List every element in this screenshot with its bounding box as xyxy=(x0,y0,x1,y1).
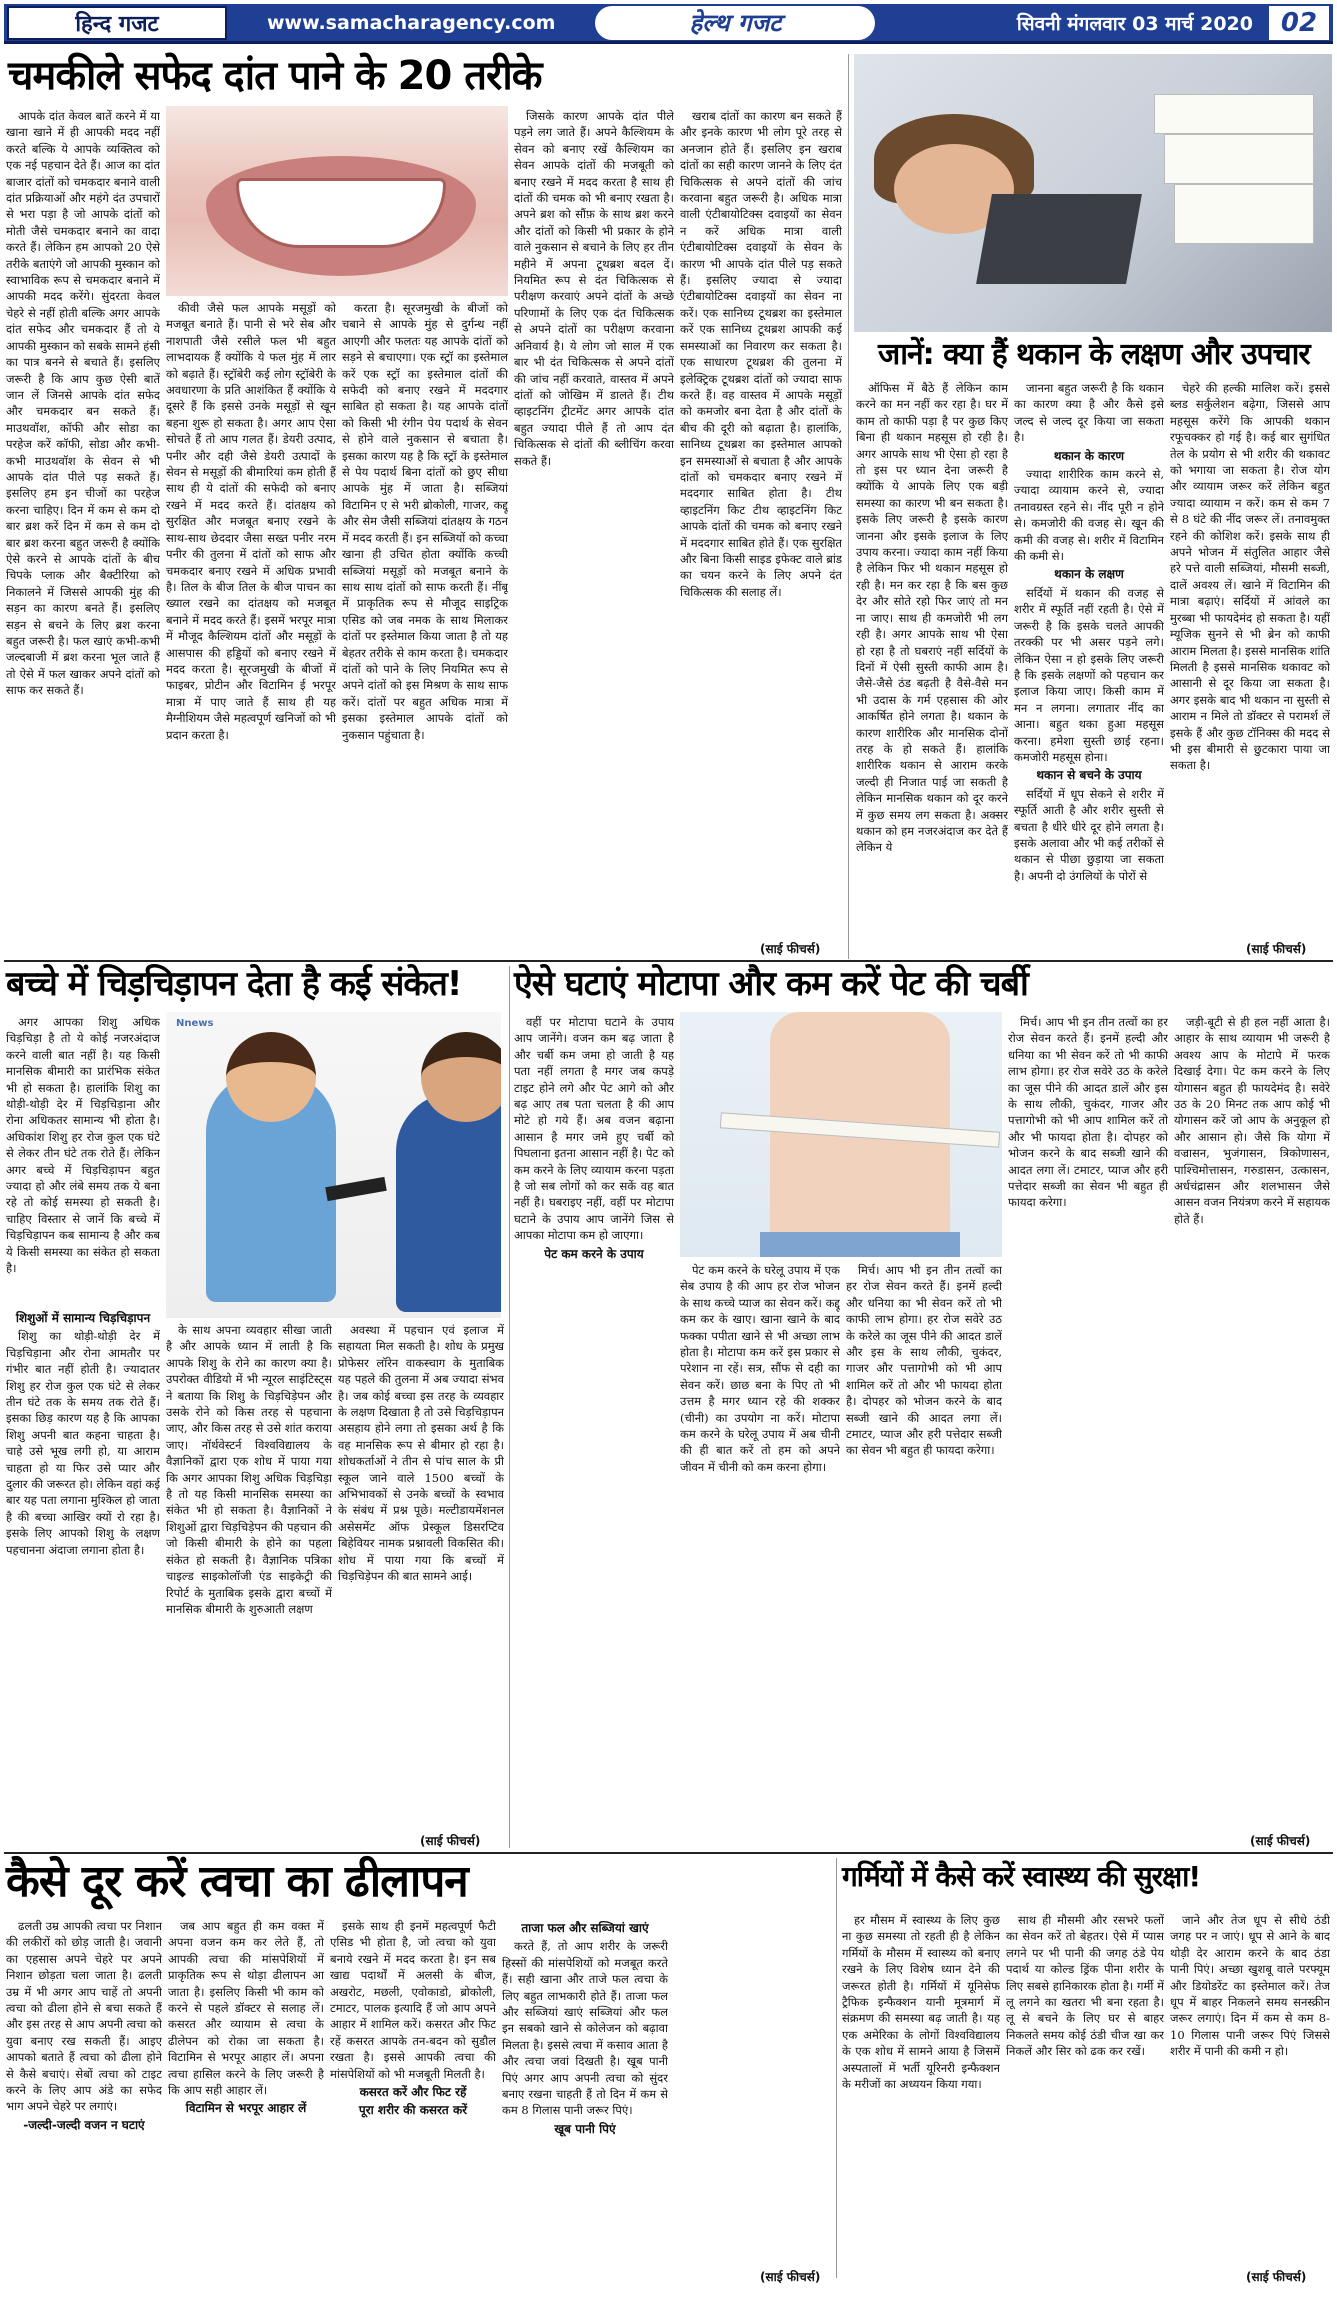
kids-subhead: शिशुओं में सामान्य चिड़चिड़ापन xyxy=(15,1311,151,1325)
obesity-column-2: पेट कम करने के घरेलू उपाय में एक सेब उपाय है की आप हर रोज भोजन के साथ कच्चे प्याज का सेवन करें। कद्दू कम कर के खाए। खाना खाने के बाद फक्का पपीता खाने से भी अच्छा लाभ होता है। मोटापा कम करें इस प्रकार से परेशान ना रहें। सत्र, सौंफ से दही का सेवन करें। छाछ बना के पिए तो भी उत्तम है मगर ध्यान रहे की शक्कर (चीनी) का उपयोग ना करें। मोटापा कम करने के घरेलू उपाय में अब चीनी की ही बात करें तो हम को अपने जीवन में चीनी को कम करना होगा। xyxy=(680,1263,840,1474)
teeth-column-3: करता है। सूरजमुखी के बीजों को चबाने से आपके मुंह से दुर्गन्ध नहीं आएगी और फलतः यह आपके दांतों को सड़ने से बचाएगा। एक स्ट्रॉ का इस्तेमाल करें एक स्ट्रॉ का इस्तेमाल दांतों की सफेदी को बनाए रखने में मददगार साबित हो सकता है। यह आपके दांतों को किसी भी रंगीन पेय पदार्थ के सेवन से होने वाले नुकसान से बचाता है। इसका कारण यह है कि स्ट्रॉ के इस्तेमाल से पेय पदार्थ बिना दांतों को छुए सीधा आपके मुंह में जाता है। सब्जियां विटामिन ए से भरी ब्रोकोली, गाजर, कद्दू और सेम जैसी सब्जियां दांतक्षय के गठन में मदद करती हैं। इन सब्जियों को कच्चा खाना ही उचित होता क्योंकि कच्ची सब्जियां मसूड़ों को मजबूत बनाने के साथ साथ दांतों को साफ करती हैं। नींबू में प्राकृतिक रूप से मौजूद साइट्रिक एसिड को जब नमक के साथ मिलाकर दांतों पर इस्तेमाल किया जाता है तो यह बेहतर तरीके से काम करता है। चमकदार दांतों को पाने के लिए नियमित रूप से अपने दांतों को इस मिश्रण के साथ साफ करें। दांतों पर बहुत अधिक मात्रा में इसका इस्तेमाल आपके दांतों को नुकसान पहुंचाता है। xyxy=(342,301,508,742)
smile-shape xyxy=(236,178,446,248)
section-title: हेल्थ गजट xyxy=(595,6,875,40)
skin-column-2: जब आप बहुत ही कम वक्त में अपना वजन कम कर लेते हैं, तो आपकी त्वचा की मांसपेशियों में प्राकृतिक रूप से थोड़ा ढीलापन आ जाता है। इसलिए किसी भी काम को करने से पहले डॉक्टर से सलाह लें। कसरत और व्यायाम से त्वचा के ढीलेपन को रोका जा सकता है। विटामिन से भरपूर आहार लें। अपना त्वचा हासिल करने के लिए जरूरी है कि आप सही आहार लें। विटामिन से भरपूर आहार लें xyxy=(168,1919,324,2116)
summer-column-2: साथ ही मौसमी और रसभरे फलों का सेवन करें तो बेहतर। ऐसे में प्यास लगने पर भी पानी की जगह ठंडे पेय पदार्थ या कोल्ड ड्रिंक पीना शरीर के लिए सबसे हानिकारक होता है। गर्मी में लू लगने का खतरा भी बना रहता है। लू से बचने के लिए घर से बाहर निकलते समय कोई ठंडी चीज खा कर निकलें और सिर को ढक कर रखें। xyxy=(1006,1913,1164,2059)
paper-stack xyxy=(1164,134,1314,184)
fatigue-column-2: जानना बहुत जरूरी है कि थकान का कारण क्या है और कैसे इसे जल्द से जल्द दूर किया जा सकता है। थकान के कारण ज्यादा शारीरिक काम करने से, ज्यादा व्यायाम करने से, ज्यादा तनावग्रस्त रहने से। नींद पूरी न होने से। कमजोरी की वजह से। खून की कमी की वजह से। शरीर में विटामिन की कमी से। थकान के लक्षण सर्दियों में थकान की वजह से शरीर में स्फूर्ति नहीं रहती है। ऐसे में जरूरी है कि इसके चलते आपकी तरक्की पर भी असर पड़ने लगे। लेकिन ऐसा न हो इसके लिए जरूरी है कि इसके लक्षणों को पहचान कर इलाज किया जाए। किसी काम में मन न लगना। लगातार नींद का आना। बहुत थका हुआ महसूस करना। हमेशा सुस्ती छाई रहना। कमजोरी महसूस होना। थकान से बचने के उपाय सर्दियों में धूप सेकने से शरीर में स्फूर्ति आती है और शरीर सुस्ती से बचता है धीरे धीरे दूर होने लगता है। इसके अलावा और भी कई तरीकों से थकान से पीछा छुड़ाया जा सकता है। अपनी दो उंगलियों के पोरों से xyxy=(1014,381,1164,883)
newspaper-logo: हिन्द गजट xyxy=(7,6,227,40)
teeth-headline: चमकीले सफेद दांत पाने के 20 तरीके xyxy=(8,53,542,99)
summer-credit: (साई फीचर्स) xyxy=(1246,2270,1307,2284)
obesity-column-3: मिर्च। आप भी इन तीन तत्वों का हर रोज सेवन करते हैं। इनमें हल्दी और धनिया का भी सेवन करें तो भी काफी लाभ होगा। हर रोज सवेरे उठ के करेले का जूस पीने की आदत डालें और इस के साथ लौकी, चुकंदर, गाजर और पत्तागोभी को भी आप शामिल करें तो और भी फायदा होता है। दोपहर को भोजन करने के बाद सब्जी खाने की आदत लगा लें। टमाटर, प्याज और हरी पत्तेदार सब्जी का सेवन भी बहुत ही फायदा करेगा। xyxy=(846,1263,1002,1458)
kids-column-2: के साथ अपना व्यवहार सीखा जाती है और आपके ध्यान में लाती है कि आपके शिशु के रोने का कारण क्या है। उपरोक्त वीडियो में भी न्यूरल साइंटिस्ट्स ने बताया कि शिशु के चिड़चिड़ेपन और उसके रोने को किस तरह से पहचाना जाए, और किस तरह से उसे शांत कराया जाए। नॉर्थवेस्टर्न विश्वविद्यालय के वैज्ञानिकों द्वारा एक शोध में पाया गया कि अगर आपका शिशु अधिक चिड़चिड़ा है तो यह किसी मानसिक समस्या का संकेत भी हो सकता है। वैज्ञानिकों ने शिशुओं द्वारा चिड़चिड़ेपन की पहचान की जो किसी बीमारी के होने का पहला संकेत हो सकती है। वैज्ञानिक पत्रिका चाइल्ड साइकोलॉजी एंड साइकेट्री की रिपोर्ट के मुताबिक इसके द्वारा बच्चों में मानसिक बीमारी के शुरुआती लक्षण xyxy=(166,1323,332,1616)
paper-stack xyxy=(1174,184,1314,244)
waist-photo xyxy=(680,1012,1002,1257)
photo-tag: Nnews xyxy=(176,1018,214,1029)
kids-column-1b: शिशुओं में सामान्य चिड़चिड़ापन शिशु का थोड़ी-थोड़ी देर में चिड़चिड़ाना और रोना आमतौर पर गंभीर बात नहीं होती है। ज्यादातर शिशु हर रोज कुल एक घंटे से लेकर तीन घंटे तक के समय तक रोते हैं। इसका छिड़ कारण यह है कि आपका शिशु अपनी बात कहना चाहता है। चाहे उसे भूख लगी हो, या आराम चाहता हो या फिर उसे प्यार और दुलार की जरूरत हो। लेकिन वहां कई बार यह पता लगाना मुश्किल हो जाता है की बच्चा आखिर क्यों रो रहा है। इसके लिए आपको शिशु के लक्षण पहचानना अंदाजा लगाना होता है। xyxy=(6,1311,160,1557)
column-divider xyxy=(509,966,510,1848)
fatigue-column-1: ऑफिस में बैठे हैं लेकिन काम करने का मन नहीं कर रहा है। घर में काम तो काफी पड़ा है पर कुछ किए बिना ही थकान महसूस हो रही है। अगर आपके साथ भी ऐसा हो रहा है तो इस पर ध्यान देना जरूरी है क्योंकि ये आपके लिए एक बड़ी समस्या का कारण भी बन सकता है। इसके लिए जरूरी है इसके कारण जानना और इसके इलाज के लिए उपाय करना। ज्यादा काम नहीं किया है लेकिन फिर भी थकान महसूस हो रही है। मन कर रहा है कि बस कुछ देर और सोते रहो फिर जाएं तो मन ना जाए। साथ ही कमजोरी भी लग रही है। अगर आपके साथ भी ऐसा हो रहा है तो घबराएं नहीं सर्दियों के दिनों में ऐसी सुस्ती काफी आम है। जैसे-जैसे ठंड बढ़ती है वैसे-वैसे मन भी उदास के गर्म एहसास की ओर आकर्षित होने लगता है। थकान के कारण शारीरिक और मानसिक दोनों तरह के हो सकते हैं। हालांकि शारीरिक थकान से आराम करके जल्दी ही निजात पाई जा सकती है लेकिन मानसिक थकान को दूर करने में कुछ समय लग सकता है। अक्सर थकान को हम नजरअंदाज कर देते हैं लेकिन ये xyxy=(856,381,1008,855)
teeth-column-1: आपके दांत केवल बातें करने में या खाना खाने में ही आपकी मदद नहीं करते बल्कि ये आपके व्यक्तित्व को एक नई पहचान देते हैं। आज का दांत बाजार दांतों को चमकदार बनाने वाली दांत प्रक्रियाओं और महंगे दंत उपचारों से भरा पड़ा है जो आपके दांतों को मोती जैसे चमकदार बनाने का वादा करते हैं। लेकिन हम आपको 20 ऐसे तरीके बताएंगे जो आपकी मुस्कान को स्वाभाविक रूप से चमकदार बनाने में आपकी मदद करेंगे। सुंदरता केवल चेहरे से नहीं होती बल्कि अगर आपके दांत सफेद और चमकदार हैं तो ये आपकी मुस्कान को सबके सामने हंसी का पात्र बनने से बचाते हैं। इसलिए जरूरी है कि आप कुछ ऐसी बातें जान लें जिनसे आपके दांत सफेद और चमकदार बन सकते हैं। माउथवॉश, कॉफी और सोडा का परहेज करें कॉफी, सोडा और कभी-कभी माउथवॉश के सेवन से भी आपके दांत पीले पड़ सकते हैं। इसलिए हम इन चीजों का परहेज करना चाहिए। दिन में कम से कम दो बार ब्रश करें दिन में कम से कम दो बार ब्रश करना बहुत जरूरी है क्योंकि ऐसे करने से आपके दांतों के बीच चिपके प्लाक और बैक्टीरिया को निकालने में जिससे आपकी मुंह की सड़न का कारण बनते हैं। इसलिए सड़न से बचने के लिए ब्रश करना बहुत जरूरी है। फल खाएं कभी-कभी जल्दबाजी में ब्रश करना भूल जाते हैं तो ऐसे में फल खाकर अपने दांतों को साफ कर सकते हैं। xyxy=(6,109,160,698)
skin-column-4: ताजा फल और सब्जियां खाएं करते हैं, तो आप शरीर के जरूरी हिस्सों की मांसपेशियों को मजबूत करते हैं। सही खाना और ताजे फल त्वचा के लिए बहुत लाभकारी होते हैं। ताजा फल और सब्जियां खाएं सब्जियां और फल इन सबको खाने से कोलेजन को बढ़ावा मिलता है। इससे त्वचा में कसाव आता है और त्वचा जवां दिखती है। खूब पानी पिएं अगर आप अपनी त्वचा को सुंदर बनाए रखना चाहती हैं तो दिन में कम से कम 8 गिलास पानी जरूर पिएं। खूब पानी पिएं xyxy=(502,1921,668,2136)
fatigue-photo xyxy=(854,54,1332,332)
column-divider xyxy=(848,54,849,959)
section-rule xyxy=(4,1852,1333,1854)
skin-subhead-5: ताजा फल और सब्जियां खाएं xyxy=(521,1921,649,1935)
skin-subhead-3: कसरत करें और फिट रहें xyxy=(359,2085,467,2100)
teeth-column-2: कीवी जैसे फल आपके मसूड़ों को मजबूत बनाते हैं। पानी से भरे सेब और नाशपाती जैसे रसीले फल भी बहुत लाभदायक हैं क्योंकि ये फल मुंह में लार को बढ़ाते हैं। स्ट्रॉबेरी कई लोग स्ट्रॉबेरी के अवधारणा के प्रति आशंकित हैं क्योंकि ये दूसरे हैं कि इससे उनके मसूड़ों से खून बहना शुरू हो सकता है। अगर आप ऐसा सोचते हैं तो आप गलत हैं। डेयरी उत्पाद, पनीर और दही जैसे डेयरी उत्पादों के सेवन से मसूड़ों की बीमारियां कम होती हैं साथ ही ये दांतों की सफेदी को बनाए रखने में मदद करते हैं। दांतक्षय को सुरक्षित और मजबूत बनाए रखने के साथ-साथ छेददार जैसा सख्त पनीर नरम पनीर की तुलना में दांतों को साफ और चमकदार बनाए रखने में अधिक प्रभावी है। तिल के बीज तिल के बीज पाचन का ख्याल रखने का दांतक्षय को मजबूत बनाने में मदद करते हैं। इसमें भरपूर मात्रा में मौजूद कैल्शियम दांतों और मसूड़ों के आसपास की हड्डियों को बनाए रखने में मदद करता है। सूरजमुखी के बीजों में फाइबर, प्रोटीन और विटामिन ई भरपूर मात्रा में पाए जाते हैं साथ ही यह मैग्नीशियम जैसे महत्वपूर्ण खनिजों को भी प्रदान करता है। xyxy=(166,301,336,742)
teeth-photo xyxy=(166,106,508,296)
kids-column-3: अवस्था में पहचान एवं इलाज में सहायता मिल सकती है। शोध के प्रमुख प्रोफेसर लॉरेन वाकस्चाग के मुताबिक यह पहले की तुलना में अब ज्यादा संभव है। जब कोई बच्चा इस तरह के व्यवहार के लक्षण दिखाता है तो उसे चिड़चिड़ापन असहाय होने लगा तो इसका अर्थ है कि वह मानसिक रूप से बीमार हो रहा है। शोधकर्ताओं ने तीन से पांच साल के प्री स्कूल जाने वाले 1500 बच्चों के अभिभावकों से उनके बच्चों के स्वभाव के संबंध में प्रश्न पूछे। मल्टीडायमेंशनल असेसमेंट ऑफ प्रेस्कूल डिसरप्टिव बिहेवियर नामक प्रश्नावली विकसित की। शोध में पाया गया कि बच्चों में चिड़चिड़ेपन की बात सामने आई। xyxy=(338,1323,504,1584)
website-url[interactable]: www.samacharagency.com xyxy=(267,11,556,34)
skin-subhead-2: विटामिन से भरपूर आहार लें xyxy=(185,2101,307,2116)
girl-head xyxy=(226,1032,316,1122)
obesity-column-5: जड़ी-बूटी से ही हल नहीं आता है। आहार के साथ व्यायाम भी जरूरी है अवश्य आप के मोटापे में फरक दिखाई देगा। पेट कम करने के लिए योगासन बहुत ही फायदेमंद है। सवेरे उठ के 20 मिनट तक आप कोई भी योगासन करें जो आप के अनुकूल हो और आसान हो। जैसे कि योगा में वज्रासन, भुजंगासन, त्रिकोणासन, पाश्चिमोत्तासन, गरुडासन, उत्कासन, अर्धचंद्रासन और शलभासन जैसे आसन वजन नियंत्रण करने में सहायक होते हैं। xyxy=(1174,1015,1330,1226)
kids-credit: (साई फीचर्स) xyxy=(420,1834,481,1848)
teeth-column-5: खराब दांतों का कारण बन सकते हैं और इनके कारण भी लोग पूरे तरह से अनजान होते हैं। इसलिए इन खराब दांतों का सही कारण जानने के लिए दंत चिकित्सक से अपने दांतों की जांच करवाना बहुत जरूरी है। अधिक मात्रा वाली एंटीबायोटिक्स दवाइयों का सेवन न करें अधिक मात्रा वाली एंटीबायोटिक्स दवाइयों के सेवन के कारण भी आपके दांत पीले पड़ सकते हैं। इसलिए ज्यादा से ज्यादा एंटीबायोटिक्स दवाइयों का सेवन ना करें। एक सानिध्य टूथब्रश का इस्तेमाल करें एक सानिध्य टूथब्रश आपकी कई समस्याओं का निवारण कर सकता है। एक साधारण टूथब्रश की तुलना में इलेक्ट्रिक टूथब्रश दांतों को ज्यादा साफ करते हैं। वह वास्तव में आपके मसूड़ों को कमजोर बना देता है और दांतों के बीच की दूरी को बढ़ाता है। हालांकि, सानिध्य टूथब्रश का इस्तेमाल आपको इन समस्याओं से बचाता है और आपके दांतों को चमकदार बनाए रखने में मददगार साबित होता है। टीथ व्हाइटनिंग किट टीथ व्हाइटनिंग किट आपके दांतों की चमक को बनाए रखने में मददगार साबित होते हैं। एक सुरक्षित और बिना किसी साइड इफेक्ट वाले ब्रांड का चयन करने के लिए अपने दंत चिकित्सक की सलाह लें। xyxy=(680,109,842,599)
summer-headline: गर्मियों में कैसे करें स्वास्थ्य की सुरक्षा! xyxy=(842,1860,1201,1893)
obesity-headline: ऐसे घटाएं मोटापा और कम करें पेट की चर्बी xyxy=(514,964,1028,1004)
fatigue-headline: जानें: क्या हैं थकान के लक्षण और उपचार xyxy=(878,337,1310,372)
teeth-credit: (साई फीचर्स) xyxy=(760,942,821,956)
boy-head xyxy=(421,1032,501,1122)
laptop-shape xyxy=(976,194,1142,284)
teeth-column-4: जिसके कारण आपके दांत पीले पड़ने लग जाते हैं। अपने कैल्शियम के सेवन को बनाए रखें कैल्शियम का सेवन आपके दांतों की मजबूती को बनाए रखने में मदद करता है साथ ही दांतों की चमक को भी बनाए रखता है। अपने ब्रश को सौंफ़ के साथ ब्रश करने और दांतों को किसी भी प्रकार के होने वाले नुकसान से बचाने के लिए हर तीन महीने में अपना टूथब्रश बदल दें। नियमित रूप से दंत चिकित्सक से परीक्षण करवाएं अपने दांतों के अच्छे परिणामों के लिए एक दंत चिकित्सक से अपने दांतों का परीक्षण करवाना अनिवार्य है। ये लोग जो साल में एक बार भी दंत चिकित्सक से अपने दांतों की जांच नहीं करवाते, वास्तव में अपने दांतों को जोखिम में डालते हैं। टीथ व्हाइटनिंग ट्रीटमेंट अगर आपके दांत बहुत ज्यादा पीले हैं तो आप दंत चिकित्सक से दांतों की ब्लीचिंग करवा सकते हैं। xyxy=(514,109,674,468)
paper-stack xyxy=(1154,94,1314,134)
kids-column-1: अगर आपका शिशु अधिक चिड़चिड़ा है तो ये कोई नजरअंदाज करने वाली बात नहीं है। यह किसी मानसिक बीमारी का प्रारंभिक संकेत भी हो सकता है। हालांकि शिशु का थोड़ी-थोड़ी देर में चिड़चिड़ाना और रोना अधिकतर सामान्य भी होता है। अधिकांश शिशु हर रोज कुल एक घंटे से लेकर तीन घंटे तक रोते हैं। लेकिन अगर बच्चे में चिड़चिड़ापन बहुत ज्यादा हो और लंबे समय तक ये बना रहे तो कोई समस्या हो सकती है। चाहिए विस्तार से जानें कि बच्चे में चिड़चिड़ापन कब सामान्य है और कब ये किसी समस्या का संकेत हो सकता है। xyxy=(6,1015,160,1276)
obesity-subhead: पेट कम करने के उपाय xyxy=(544,1246,644,1261)
column-divider xyxy=(836,1858,837,2278)
skin-column-3: इसके साथ ही इनमें महत्वपूर्ण फैटी एसिड भी होता है, जो त्वचा को युवा बनाये रखने में मदद करता है। इन सब खाद्य पदार्थों में अलसी के बीज, अखरोट, मछली, एवोकाडो, ब्रोकोली, टमाटर, पालक इत्यादि हैं जो आप अपने आहार में शामिल करें। कसरत और फिट रहें कसरत आपके तन-बदन को सुडौल रखता है। इससे आपकी त्वचा की मांसपेशियों को भी मजबूती मिलती है। कसरत करें और फिट रहें पूरा शरीर की कसरत करें xyxy=(330,1919,496,2118)
kids-headline: बच्चे में चिड़चिड़ापन देता है कई संकेत! xyxy=(6,964,462,1004)
skin-subhead-1: -जल्दी-जल्दी वजन न घटाएं xyxy=(23,2117,145,2132)
skin-column-1: ढलती उम्र आपकी त्वचा पर निशान की लकीरों को छोड़ जाती है। जवानी का एहसास अपने चेहरे पर अपने निशान छोड़ता चला जाता है। ढलती उम्र में भी अगर आप चाहें तो अपनी त्वचा को ढीला होने से बचा सकते हैं और इस तरह से आप अपनी त्वचा को युवा बनाए रख सकती हैं। आइए आपको बताते हैं त्वचा को ढीला होने से कैसे बचाएं। सेबों त्वचा को टाइट करने के लिए आप अंडे का सफेद भाग अपने चेहरे पर लगाएं। -जल्दी-जल्दी वजन न घटाएं xyxy=(6,1919,162,2132)
kids-photo xyxy=(166,1012,501,1318)
skin-credit: (साई फीचर्स) xyxy=(760,2270,821,2284)
summer-column-1: हर मौसम में स्वास्थ्य के लिए कुछ ना कुछ समस्या तो रहती ही है लेकिन गर्मियों के मौसम में स्वास्थ्य को बनाए रखने के लिए विशेष ध्यान देने की जरूरत होती है। गर्मियों में यूनिसेफ ट्रैफिक इन्फैक्शन यानी मूत्रमार्ग में संक्रमण की समस्या बढ़ जाती है। यह एक अमेरिका के लोगों विश्वविद्यालय के एक शोध में सामने आया है जिसमें अस्पतालों में भर्ती यूरिनरी इन्फैक्शन के मरीजों का अध्ययन किया गया। xyxy=(842,1913,1000,2092)
obesity-column-4: मिर्च। आप भी इन तीन तत्वों का हर रोज सेवन करते हैं। इनमें हल्दी और धनिया का भी सेवन करें तो भी काफी लाभ होगा। हर रोज सवेरे उठ के करेले का जूस पीने की आदत डालें और इस के साथ लौकी, चुकंदर, गाजर और पत्तागोभी को भी आप शामिल करें तो और भी फायदा होता है। दोपहर को भोजन करने के बाद सब्जी खाने की आदत लगा लें। टमाटर, प्याज और हरी पत्तेदार सब्जी का सेवन भी बहुत ही फायदा करेगा। xyxy=(1008,1015,1168,1210)
section-rule xyxy=(4,960,1333,962)
obesity-credit: (साई फीचर्स) xyxy=(1250,1834,1311,1848)
dateline: सिवनी मंगलवार 03 मार्च 2020 xyxy=(1016,12,1253,35)
skin-subhead-6: खूब पानी पिएं xyxy=(554,2121,616,2136)
fatigue-column-3: चेहरे की हल्की मालिश करें। इससे ब्लड सर्कुलेशन बढ़ेगा, जिससे आप महसूस करेंगे कि आपकी थकान रफूचक्कर हो गई है। कई बार सुगंधित तेल के प्रयोग से भी शरीर की थकावट को भगाया जा सकता है। रोज योग और व्यायाम जरूर करें लेकिन बहुत ज्यादा व्यायाम न करें। कम से कम 7 से 8 घंटे की नींद जरूर लें। तनावमुक्त रहने की कोशिश करें। इसके साथ ही अपने भोजन में संतुलित आहार जैसे हरे पत्ते वाली सब्जियां, मौसमी सब्जी, दालें अवश्य लें। खाने में विटामिन की मात्रा बढ़ाएं। सर्दियों में आंवले का मुरब्बा भी फायदेमंद हो सकता है। यहीं म्यूजिक सुनने से भी ब्रेन को काफी आराम मिलता है। इससे मानसिक शांति मिलती है इससे मानसिक थकावट को आसानी से दूर किया जा सकता है। अगर इसके बाद भी थकान ना सुस्ती से आराम न मिले तो डॉक्टर से परामर्श लें इसके हैं और कुछ टॉनिक्स की मदद से भी इस बीमारी से छुटकारा पाया जा सकता है। xyxy=(1170,381,1330,773)
fatigue-subhead-remedies: थकान से बचने के उपाय xyxy=(1036,768,1142,783)
fatigue-subhead-causes: थकान के कारण xyxy=(1053,448,1125,463)
skin-headline: कैसे दूर करें त्वचा का ढीलापन xyxy=(6,1856,468,1907)
jeans-shape xyxy=(760,1232,960,1257)
fatigue-credit: (साई फीचर्स) xyxy=(1246,942,1307,956)
page-number: 02 xyxy=(1269,6,1329,40)
summer-column-3: जाने और तेज धूप से सीधे ठंडी जगह पर न जाएं। धूप से आने के बाद थोड़ी देर आराम करने के बाद ठंडा पानी पिएं। अच्छा खुशबू वाले परफ्यूम और डियोडरेंट का इस्तेमाल करें। तेज धूप में बाहर निकलने समय सनस्क्रीन जरूर लगाएं। दिन में कम से कम 8-10 गिलास पानी जरूर पिएं जिससे शरीर में पानी की कमी न हो। xyxy=(1170,1913,1330,2059)
obesity-column-1: वहीं पर मोटापा घटाने के उपाय आप जानेंगे। वजन कम बढ़ जाता है और चर्बी कम जमा हो जाती है यह पता नहीं लगता है मगर जब कपड़े टाइट होने लगे और पेट आगे को और बढ़ आए तब पता चलता है की आप मोटे हो गये हैं। अब वजन बढ़ाना आसान है मगर जमे हुए चर्बी को पिघलाना इतना आसान नहीं है। पेट को कम करने के लिए व्यायाम करना पड़ता है जो सब लोगों को कर सकें वह बात नहीं है। घबराइए नहीं, वहीं पर मोटापा घटाने के उपाय आप जानेंगे जिस से आपका मोटापा कम हो जाएगा। पेट कम करने के उपाय xyxy=(514,1015,674,1261)
masthead xyxy=(4,4,1333,44)
skin-subhead-4: पूरा शरीर की कसरत करें xyxy=(358,2103,468,2118)
boy-figure xyxy=(396,1092,501,1312)
fatigue-subhead-symptoms: थकान के लक्षण xyxy=(1054,567,1124,582)
